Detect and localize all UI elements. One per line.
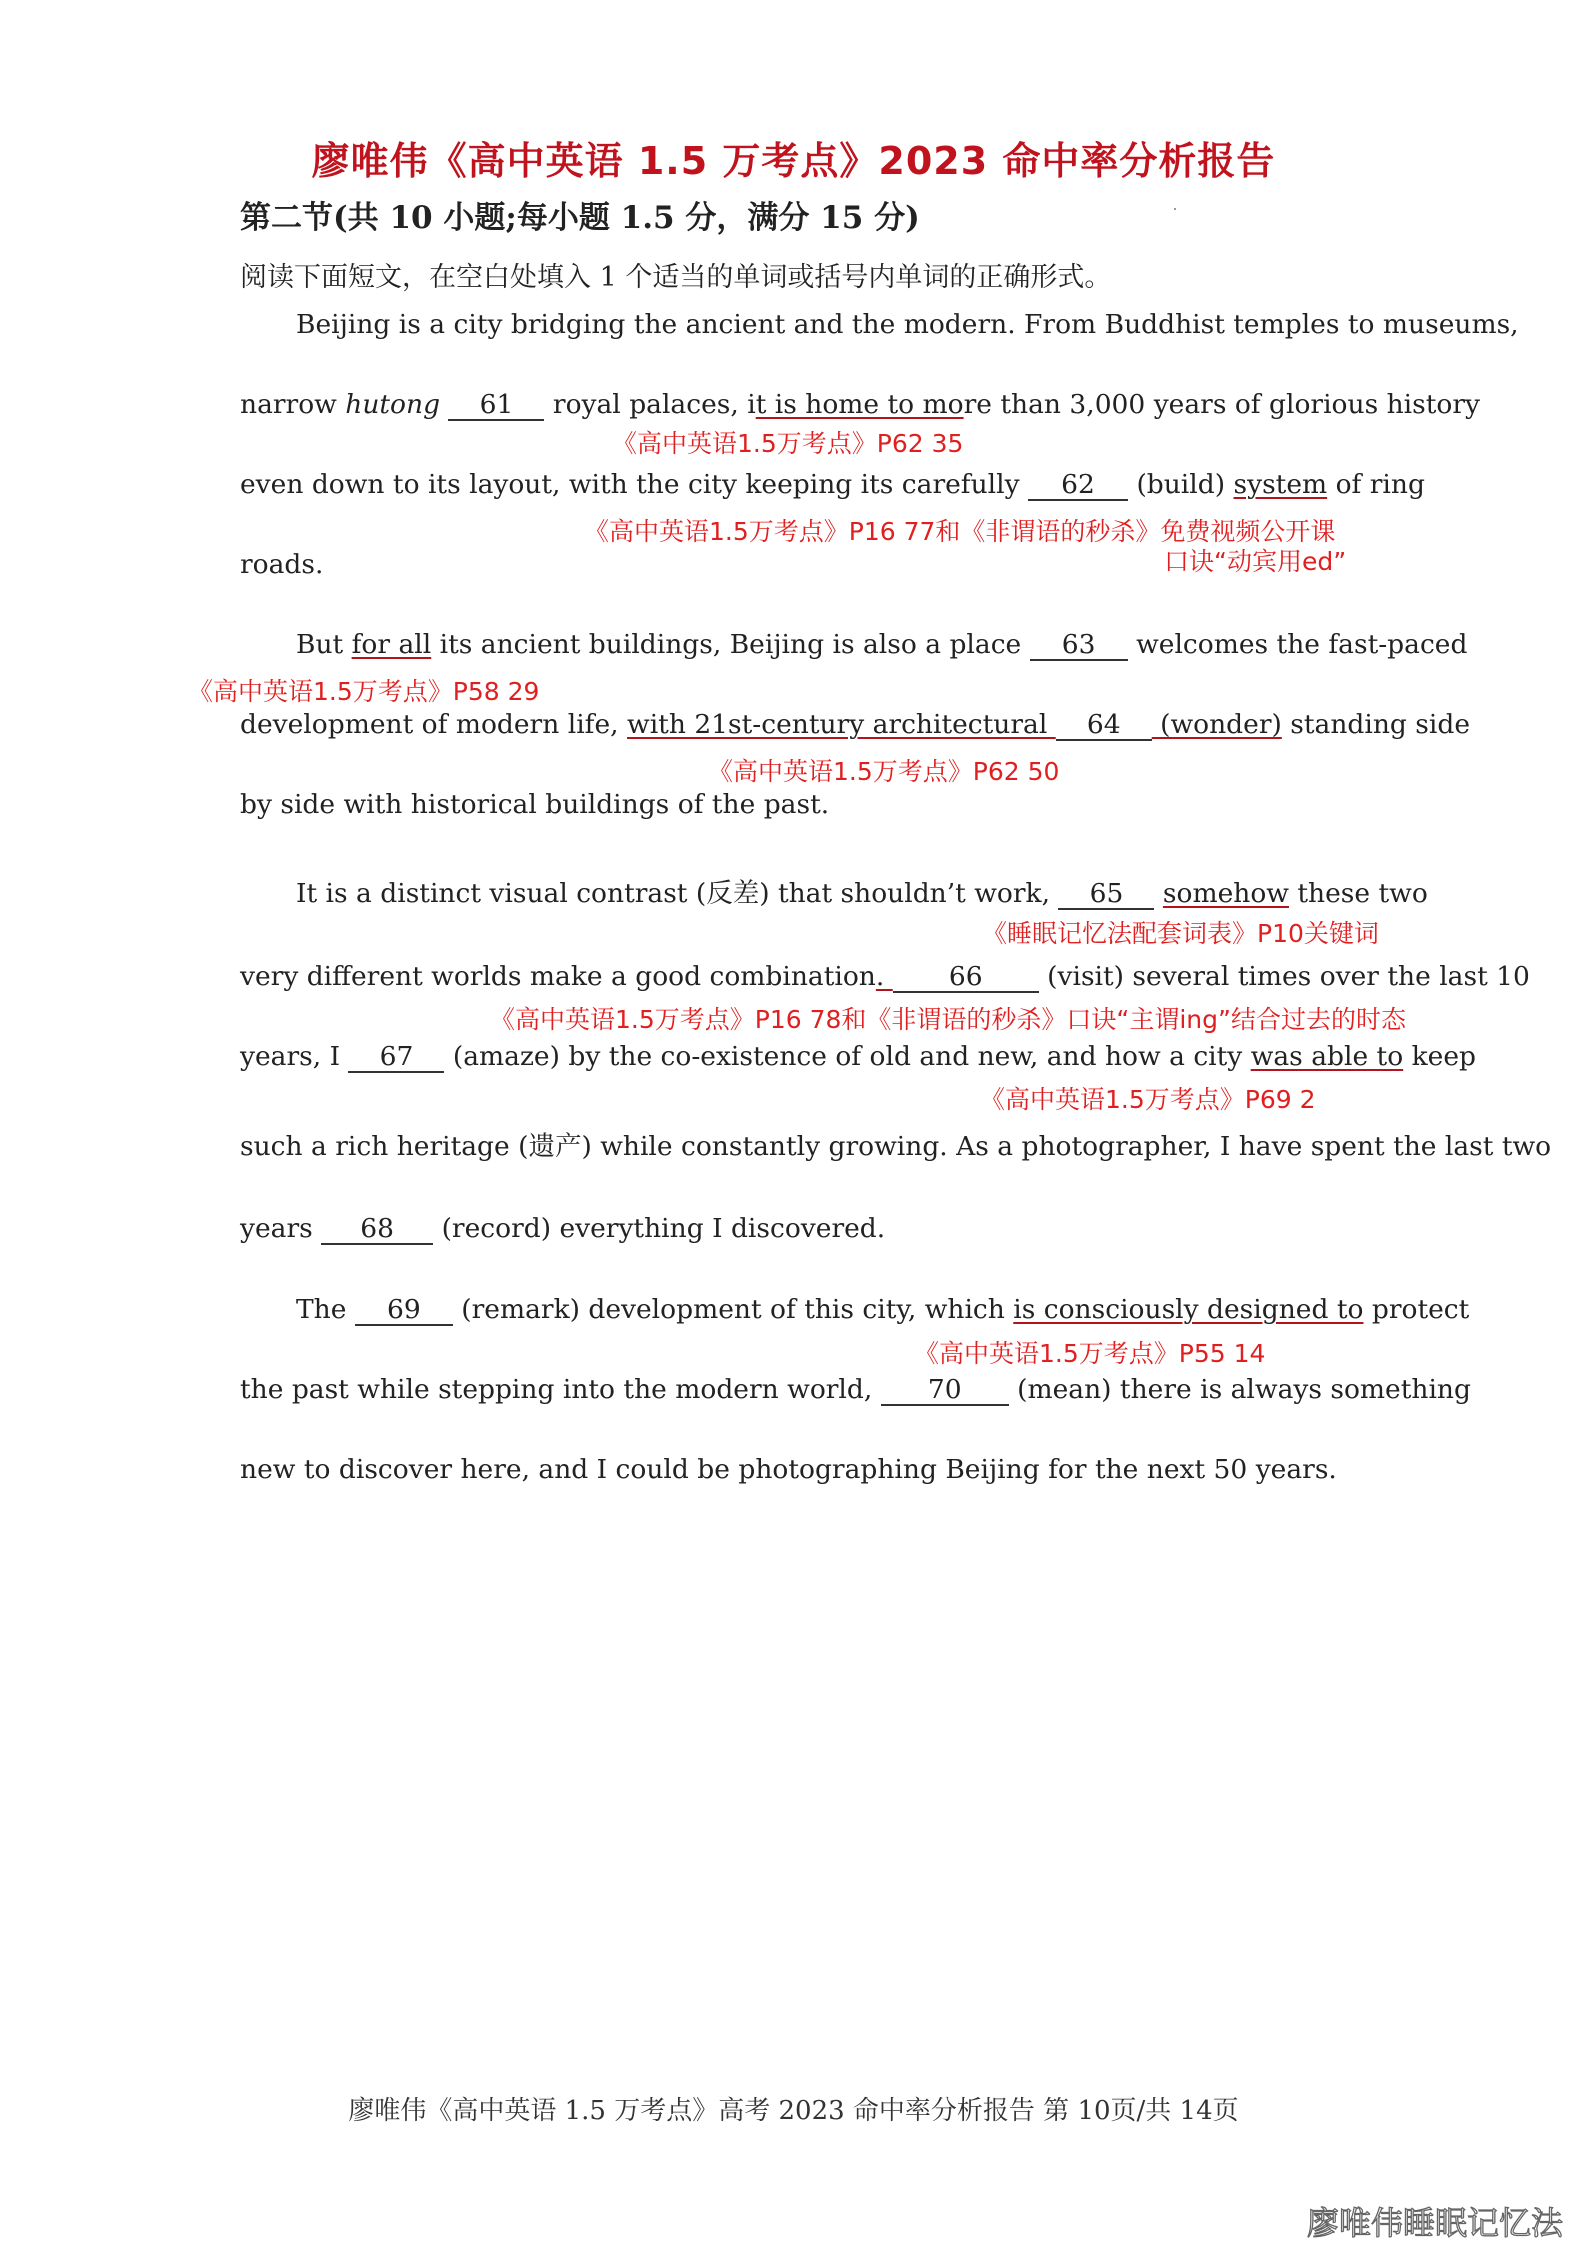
passage-line-11: such a rich heritage (遗产) while constantly growing. As a photographer, I have spent the last two	[240, 1131, 1552, 1162]
passage-line-5: But for all its ancient buildings, Beijing is also a place 63 welcomes the fast-paced	[296, 629, 1468, 660]
blank-68[interactable]: 68	[321, 1215, 433, 1245]
annotation-65: 《睡眠记忆法配套词表》P10关键词	[982, 919, 1379, 948]
annotation-64: 《高中英语1.5万考点》P62 50	[708, 757, 1060, 786]
instruction-text: 阅读下面短文，在空白处填入 1 个适当的单词或括号内单词的正确形式。	[240, 262, 1112, 293]
blank-67[interactable]: 67	[348, 1043, 444, 1073]
section-heading: 第二节(共 10 小题;每小题 1.5 分，满分 15 分)	[240, 200, 920, 236]
annotation-62-mnemonic: 口诀“动宾用ed”	[1164, 547, 1347, 576]
underlined-phrase: with 21st-century architectural	[627, 709, 1056, 740]
blank-69[interactable]: 69	[355, 1296, 453, 1326]
annotation-62: 《高中英语1.5万考点》P16 77和《非谓语的秒杀》免费视频公开课	[584, 517, 1336, 546]
blank-66[interactable]: 66	[893, 963, 1039, 993]
underlined-phrase: somehow	[1162, 878, 1289, 909]
annotation-61: 《高中英语1.5万考点》P62 35	[612, 429, 964, 458]
underlined-phrase: system	[1233, 469, 1328, 500]
passage-line-13: The 69 (remark) development of this city, which is consciously designed to protect	[296, 1294, 1470, 1325]
underlined-phrase: .	[875, 961, 893, 992]
passage-line-10: years, I 67 (amaze) by the co-existence of old and new, and how a city was able to keep	[240, 1041, 1476, 1072]
blank-62[interactable]: 62	[1028, 471, 1128, 501]
passage-line-12: years 68 (record) everything I discovered.	[240, 1213, 886, 1244]
underlined-phrase: for all	[351, 629, 432, 660]
passage-line-14: the past while stepping into the modern world, 70 (mean) there is always something	[240, 1374, 1471, 1405]
passage-line-7: by side with historical buildings of the past.	[240, 789, 830, 820]
passage-line-4: roads.	[240, 549, 324, 580]
blank-70[interactable]: 70	[881, 1376, 1009, 1406]
underlined-phrase: was able to	[1250, 1041, 1404, 1072]
blank-61[interactable]: 61	[448, 391, 544, 421]
annotation-69: 《高中英语1.5万考点》P55 14	[914, 1339, 1266, 1368]
passage-line-8: It is a distinct visual contrast (反差) that shouldn’t work, 65 somehow these two	[296, 878, 1428, 909]
passage-line-1: Beijing is a city bridging the ancient and the modern. From Buddhist temples to museums,	[296, 309, 1519, 340]
passage-line-6: development of modern life, with 21st-century architectural 64 (wonder) standing side	[240, 709, 1470, 740]
page-footer: 廖唯伟《高中英语 1.5 万考点》高考 2023 命中率分析报告 第 10页/共 14页	[348, 2096, 1239, 2126]
underlined-phrase: (wonder)	[1151, 709, 1282, 740]
watermark: 廖唯伟睡眠记忆法	[1306, 2204, 1563, 2242]
underlined-phrase: is consciously designed to	[1013, 1294, 1364, 1325]
stray-dot	[1174, 208, 1176, 210]
annotation-66: 《高中英语1.5万考点》P16 78和《非谓语的秒杀》口诀“主谓ing”结合过去的时态	[490, 1005, 1406, 1034]
page-title: 廖唯伟《高中英语 1.5 万考点》2023 命中率分析报告	[311, 139, 1276, 183]
annotation-63: 《高中英语1.5万考点》P58 29	[188, 677, 540, 706]
passage-line-15: new to discover here, and I could be photographing Beijing for the next 50 years.	[240, 1454, 1337, 1485]
passage-line-3: even down to its layout, with the city keeping its carefully 62 (build) system of ring	[240, 469, 1425, 500]
annotation-67: 《高中英语1.5万考点》P69 2	[980, 1085, 1316, 1114]
passage-line-2: narrow hutong 61 royal palaces, it is home to more than 3,000 years of glorious history	[240, 389, 1480, 420]
blank-65[interactable]: 65	[1058, 880, 1154, 910]
blank-63[interactable]: 63	[1030, 631, 1128, 661]
underlined-phrase: t is home to mo	[755, 389, 964, 420]
blank-64[interactable]: 64	[1056, 711, 1152, 741]
passage-line-9: very different worlds make a good combination. 66 (visit) several times over the last 10	[240, 961, 1530, 992]
